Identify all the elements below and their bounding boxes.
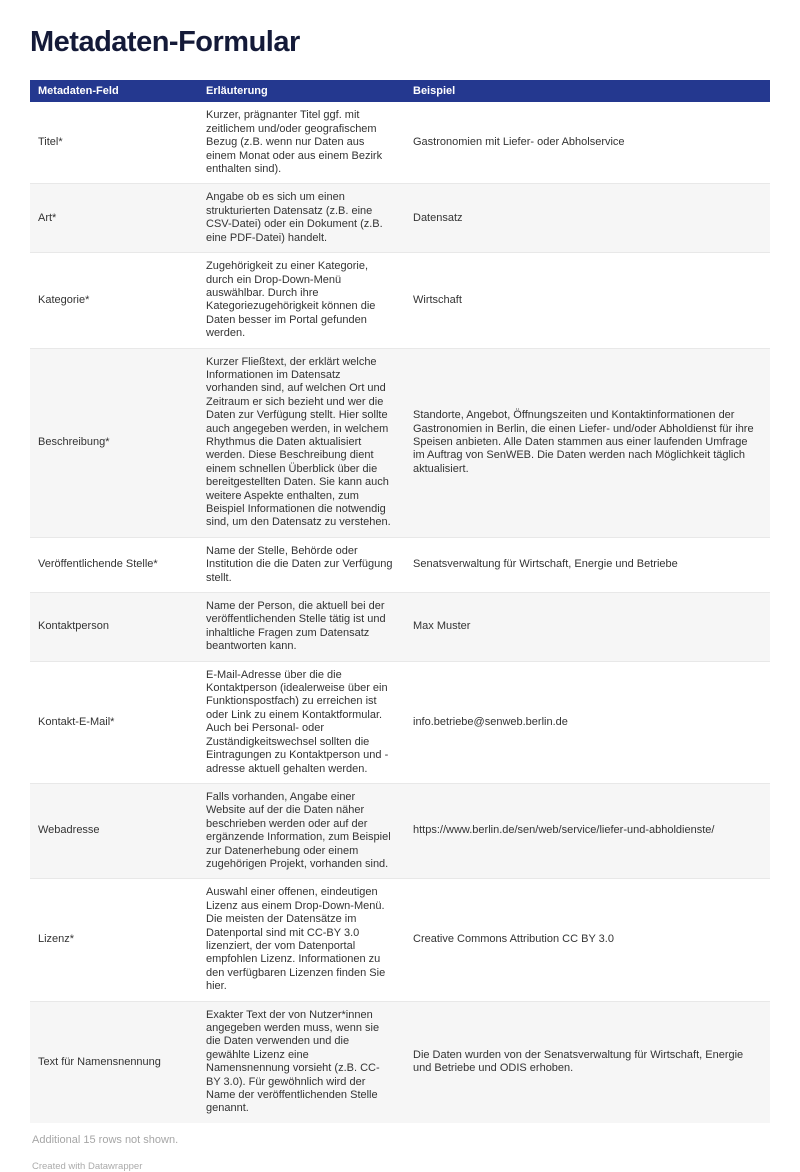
cell-field: Text für Namensnennung xyxy=(30,1001,198,1123)
cell-example: Datensatz xyxy=(405,184,770,253)
cell-field: Webadresse xyxy=(30,783,198,878)
datawrapper-credit[interactable]: Created with Datawrapper xyxy=(32,1160,143,1172)
cell-explanation: Kurzer Fließtext, der erklärt welche Informationen im Datensatz vorhanden sind, auf welchen Ort und Zeitraum er sich bezieht und wer die Daten zur Verfügung stellt. Hier sollte auch angegeben werden, in welchem Rhythmus die Daten aktualisiert werden. Diese Beschreibung dient einem schnellen Überblick über die bereitgestellten Daten. Sie kann auch weitere Aspekte enthalten, zum Beispiel Informationen die notwendig sind, um den Datensatz zu verstehen. xyxy=(198,348,405,537)
page-title: Metadaten-Formular xyxy=(30,26,300,58)
table-row xyxy=(30,661,770,783)
cell-example: Wirtschaft xyxy=(405,253,770,348)
column-header-erlaeuterung: Erläuterung xyxy=(198,80,405,102)
table-header-row xyxy=(30,80,770,102)
table-row xyxy=(30,184,770,253)
cell-example: Standorte, Angebot, Öffnungszeiten und Kontaktinformationen der Gastronomien in Berlin, die einen Liefer- und/oder Abholdienst für ihre Speisen anbieten. Alle Daten stammen aus einer laufenden Umfrage im Auftrag von SenWEB. Die Daten werden nach Möglichkeit täglich aktualisiert. xyxy=(405,348,770,537)
cell-field: Kontakt-E-Mail* xyxy=(30,661,198,783)
cell-field: Art* xyxy=(30,184,198,253)
table-row xyxy=(30,253,770,348)
cell-example: info.betriebe@senweb.berlin.de xyxy=(405,661,770,783)
column-header-metadaten-feld: Metadaten-Feld xyxy=(30,80,198,102)
cell-example: Max Muster xyxy=(405,593,770,662)
cell-example: Die Daten wurden von der Senatsverwaltung für Wirtschaft, Energie und Betriebe und ODIS erhoben. xyxy=(405,1001,770,1123)
cell-field: Lizenz* xyxy=(30,879,198,1001)
cell-example: Gastronomien mit Liefer- oder Abholservice xyxy=(413,136,625,149)
table-header xyxy=(30,80,770,102)
cell-example: Creative Commons Attribution CC BY 3.0 xyxy=(405,879,770,1001)
cell-example: https://www.berlin.de/sen/web/service/liefer-und-abholdienste/ xyxy=(405,783,770,878)
cell-field: Beschreibung* xyxy=(30,348,198,537)
table-row xyxy=(30,348,770,537)
cell-field: Kategorie* xyxy=(30,253,198,348)
cell-explanation: Auswahl einer offenen, eindeutigen Lizenz aus einem Drop-Down-Menü. Die meisten der Datensätze im Datenportal sind mit CC-BY 3.0 lizenziert, der vom Datenportal empfohlen Lizenz. Informationen zu den verfügbaren Lizenzen finden Sie hier. xyxy=(198,879,405,1001)
cell-field: Kontaktperson xyxy=(30,593,198,662)
table-row xyxy=(30,537,770,592)
cell-field: Veröffentlichende Stelle* xyxy=(30,537,198,592)
cell-field: Titel* xyxy=(38,136,63,149)
table-body xyxy=(30,102,770,1122)
rows-not-shown-note: Additional 15 rows not shown. xyxy=(32,1133,179,1146)
cell-explanation: Name der Person, die aktuell bei der veröffentlichenden Stelle tätig ist und inhaltliche Fragen zum Datensatz beantworten kann. xyxy=(198,593,405,662)
table-row xyxy=(30,879,770,1001)
cell-explanation: Zugehörigkeit zu einer Kategorie, durch ein Drop-Down-Menü auswählbar. Durch ihre Kategoriezugehörigkeit können die Daten besser im Portal gefunden werden. xyxy=(198,253,405,348)
cell-explanation: Exakter Text der von Nutzer*innen angegeben werden muss, wenn sie die Daten verwenden und die gewählte Lizenz eine Namensnennung vorsieht (z.B. CC-BY 3.0). Für gewöhnlich wird der Name der veröffentlichenden Stelle genannt. xyxy=(198,1001,405,1123)
cell-explanation: E-Mail-Adresse über die die Kontaktperson (idealerweise über ein Funktionspostfach) zu erreichen ist oder Link zu einem Kontaktformular. Auch bei Personal- oder Zuständigkeitswechsel sollten die Eintragungen zu Kontaktperson und -adresse aktuell gehalten werden. xyxy=(198,661,405,783)
table-row xyxy=(30,783,770,878)
cell-example: Senatsverwaltung für Wirtschaft, Energie und Betriebe xyxy=(405,537,770,592)
table-row xyxy=(30,102,770,184)
cell-explanation: Name der Stelle, Behörde oder Institution die die Daten zur Verfügung stellt. xyxy=(198,537,405,592)
table-row xyxy=(30,1001,770,1123)
table-row xyxy=(30,593,770,662)
cell-explanation: Falls vorhanden, Angabe einer Website auf der die Daten näher beschrieben werden oder auf der ergänzende Information, zum Beispiel zur Datenerhebung oder einem zugehörigen Projekt, vorhanden sind. xyxy=(198,783,405,878)
cell-explanation: Kurzer, prägnanter Titel ggf. mit zeitlichem und/oder geografischem Bezug (z.B. wenn nur Daten aus einem Monat oder aus einem Bezirk enthalten sind). xyxy=(206,109,383,176)
column-header-beispiel: Beispiel xyxy=(405,80,770,102)
cell-explanation: Angabe ob es sich um einen strukturierten Datensatz (z.B. eine CSV-Datei) oder ein Dokument (z.B. eine PDF-Datei) handelt. xyxy=(198,184,405,253)
metadata-table xyxy=(30,80,770,1122)
